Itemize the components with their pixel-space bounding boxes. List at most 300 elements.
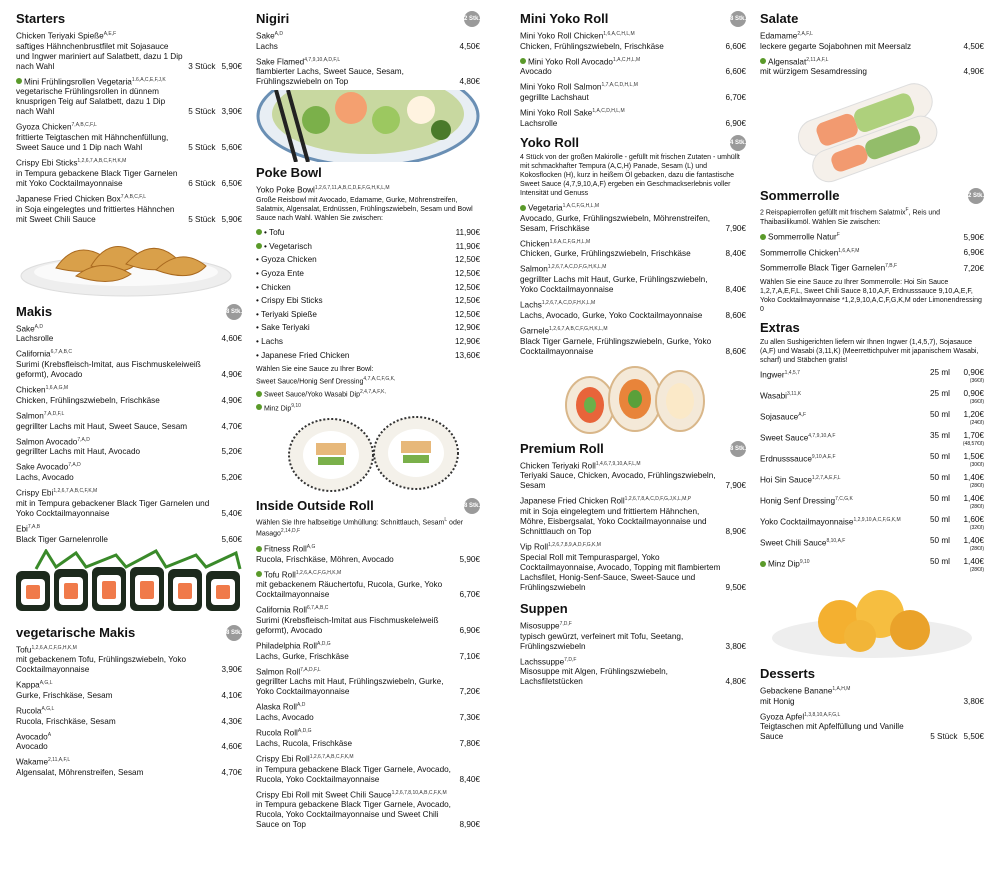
bullet-icon: • bbox=[256, 296, 262, 306]
item-price: 3,80€ bbox=[963, 696, 984, 706]
item-price: 6,50€ bbox=[221, 178, 242, 188]
item-price-group bbox=[184, 179, 242, 189]
item-allergens: 7,B,F bbox=[885, 263, 898, 270]
item-desc: mit gebackenem Tofu, Frühlingszwiebeln, Yoko Cocktailmayonnaise bbox=[16, 655, 187, 675]
poke-sauce bbox=[256, 402, 480, 413]
poke-option bbox=[256, 308, 480, 322]
extras-qty: 50 ml bbox=[929, 410, 950, 419]
menu-item bbox=[520, 540, 746, 593]
extras-allergens: 1,2,7,A,E,F,L bbox=[811, 475, 841, 481]
poke-option-name: Teriyaki Spieße bbox=[261, 309, 317, 319]
menu-item bbox=[520, 262, 746, 295]
item-name: Salmon bbox=[16, 411, 44, 421]
poke-option bbox=[256, 321, 480, 335]
item-desc: saftiges Hähnchenbrustfilet mit Sojasauce und Ingwer mariniert auf Salatbett, dazu 1 Dip nach Wahl bbox=[16, 41, 183, 71]
poke-sauce-text: Sweet Sauce/Yoko Wasabi Dip bbox=[264, 391, 360, 399]
extras-unit: (24€/l) bbox=[969, 420, 984, 426]
extras-name: Minz Dip bbox=[768, 559, 800, 569]
item-head bbox=[520, 80, 746, 93]
extras-name-group bbox=[760, 536, 910, 549]
extras-qty: 25 ml bbox=[929, 368, 950, 377]
item-price: 6,70€ bbox=[459, 590, 480, 600]
extras-qty: 50 ml bbox=[929, 452, 950, 461]
item-price-group bbox=[722, 311, 747, 321]
item-desc: Gurke, Frischkäse, Sesam bbox=[16, 691, 113, 701]
menu-item bbox=[760, 29, 984, 52]
section-insideout-title: Inside Outside Roll 8 Stk. bbox=[256, 498, 481, 514]
poke-sauce bbox=[256, 375, 480, 386]
item-allergens: 1,2,6,7,A,C,D,F,G,H,K,L,M bbox=[547, 264, 607, 271]
item-price: 5,60€ bbox=[221, 534, 242, 544]
poke-option-name: Japanese Fried Chicken bbox=[261, 350, 350, 360]
extras-unit: (28€/l) bbox=[969, 546, 984, 552]
item-price: 4,90€ bbox=[221, 370, 242, 380]
menu-item bbox=[760, 55, 984, 78]
item-price: 4,60€ bbox=[221, 334, 242, 344]
item-row bbox=[256, 677, 480, 697]
poke-option bbox=[256, 267, 480, 281]
poke-item bbox=[256, 183, 480, 223]
item-price: 7,20€ bbox=[963, 264, 984, 273]
item-name: Salmon Roll bbox=[256, 667, 301, 677]
extras-price: 0,90€ bbox=[963, 368, 984, 377]
dessert-image bbox=[760, 578, 984, 662]
extras-name-group bbox=[760, 515, 910, 528]
veg-icon bbox=[760, 234, 766, 240]
item-price-group bbox=[456, 626, 481, 636]
item-name: Sommerrolle Natur bbox=[768, 232, 837, 242]
poke-option-price: 12,90€ bbox=[454, 323, 480, 333]
item-allergens: 1,A,H,M bbox=[832, 686, 851, 692]
item-head bbox=[520, 55, 746, 68]
item-price-group bbox=[722, 249, 747, 259]
item-price-group bbox=[722, 42, 747, 52]
item-qty: 5 Stück bbox=[188, 143, 216, 153]
poke-option-label bbox=[256, 253, 317, 267]
item-row bbox=[256, 580, 480, 600]
item-price-group bbox=[456, 42, 481, 52]
item-head bbox=[16, 347, 242, 360]
item-qty: 5 Stück bbox=[930, 732, 958, 742]
item-name: Japanese Fried Chicken Box bbox=[16, 194, 121, 204]
item-price: 8,90€ bbox=[459, 820, 480, 830]
poke-option bbox=[256, 349, 480, 363]
item-row bbox=[16, 205, 242, 225]
item-price: 3,90€ bbox=[221, 665, 242, 675]
menu-item bbox=[520, 459, 746, 492]
extras-qty: 50 ml bbox=[929, 494, 950, 503]
sommerrolle-image bbox=[760, 80, 984, 184]
item-allergens: 6,7,A,B,C bbox=[50, 349, 72, 356]
item-desc: Lachs, Avocado bbox=[256, 713, 314, 723]
maki-image bbox=[16, 549, 242, 619]
item-name: Kappa bbox=[16, 681, 40, 691]
section-starters-title: Starters bbox=[16, 11, 66, 26]
column-3 bbox=[520, 8, 746, 690]
item-price-group bbox=[960, 264, 985, 274]
salate-list bbox=[760, 29, 984, 77]
menu-item bbox=[520, 237, 746, 260]
item-allergens: 4,7,9,10,A,D,F,L bbox=[304, 56, 341, 63]
extras-item bbox=[760, 536, 984, 552]
item-head bbox=[760, 29, 984, 42]
item-allergens: A,D bbox=[296, 702, 306, 709]
veg-makis-badge: 8 Stk. bbox=[226, 625, 242, 641]
item-allergens: 6,7,A,B,C bbox=[306, 605, 329, 612]
item-price: 6,90€ bbox=[725, 118, 746, 128]
extras-price-group bbox=[950, 473, 984, 489]
item-price: 7,10€ bbox=[459, 651, 480, 661]
item-allergens: 1,4,6,7,9,10,A,F,L,M bbox=[595, 460, 641, 467]
menu-item bbox=[16, 156, 242, 189]
poke-sauce-allergens: 4,7,A,C,F,G,K, bbox=[363, 376, 396, 383]
item-row bbox=[520, 67, 746, 77]
item-name: Sake bbox=[16, 324, 35, 334]
item-price-group bbox=[218, 447, 243, 457]
item-row bbox=[16, 133, 242, 153]
item-price-group bbox=[960, 42, 985, 52]
bullet-icon: • bbox=[256, 268, 262, 278]
item-allergens: 1,2,6,7,A,B,C,F,K,M bbox=[309, 753, 354, 760]
extras-name-group bbox=[760, 389, 910, 402]
poke-option bbox=[256, 226, 480, 240]
item-qty: 6 Stück bbox=[188, 178, 216, 188]
item-price: 8,60€ bbox=[725, 346, 746, 356]
poke-option-label bbox=[256, 226, 284, 240]
menu-item bbox=[16, 322, 242, 345]
item-allergens: 7,A,D bbox=[77, 436, 90, 443]
item-price: 5,60€ bbox=[221, 143, 242, 153]
section-salate-title: Salate bbox=[760, 11, 799, 26]
extras-name: Sweet Sauce bbox=[760, 433, 809, 443]
item-row bbox=[256, 739, 480, 749]
poke-option-price: 12,50€ bbox=[454, 268, 480, 278]
item-allergens: 2,11,A,F,L bbox=[806, 56, 829, 63]
poke-option-label bbox=[256, 294, 323, 308]
item-allergens: 7,A,D,F,L bbox=[43, 410, 65, 417]
item-row bbox=[16, 768, 242, 778]
item-name: Salmon Avocado bbox=[16, 437, 78, 447]
item-head bbox=[520, 106, 746, 119]
item-row bbox=[16, 422, 242, 432]
item-price-group bbox=[456, 713, 481, 723]
extras-list bbox=[760, 368, 984, 573]
extras-price: 1,40€ bbox=[963, 536, 984, 545]
item-name: Gyoza Chicken bbox=[16, 123, 72, 133]
item-qty: 3 Stück bbox=[188, 61, 216, 71]
item-allergens: 7,A,B,C,F,L bbox=[71, 122, 97, 129]
item-head bbox=[256, 726, 480, 739]
item-row bbox=[16, 396, 242, 406]
extras-unit: (28€/l) bbox=[969, 567, 984, 573]
item-allergens: 1,2,6,7,A,B,C,F,G,H,K,L,M bbox=[549, 325, 608, 332]
item-allergens: 1.6,A,C,E,F,J,K bbox=[131, 76, 166, 83]
extras-qty: 50 ml bbox=[929, 515, 950, 524]
item-desc: Misosuppe mit Algen, Frühlingszwiebeln, Lachsfiletstücken bbox=[520, 667, 668, 687]
item-price-group bbox=[722, 285, 747, 295]
item-price-group bbox=[456, 739, 481, 749]
item-desc: mit gebackenem Räuchertofu, Rucola, Gurke, Yoko Cocktailmayonnaise bbox=[256, 580, 443, 600]
veg-icon bbox=[256, 546, 262, 552]
item-allergens: A,D bbox=[34, 323, 44, 330]
item-name: Chicken bbox=[520, 239, 550, 249]
extras-price: 1,40€ bbox=[963, 494, 984, 503]
item-name: Misosuppe bbox=[520, 621, 560, 631]
veg-icon bbox=[256, 391, 262, 397]
menu-item bbox=[256, 726, 480, 749]
item-row bbox=[16, 334, 242, 344]
maki-photo bbox=[16, 549, 242, 619]
poke-option-price: 11,90€ bbox=[455, 228, 480, 238]
poke-option-name: Chicken bbox=[261, 282, 291, 292]
item-head bbox=[16, 755, 242, 768]
item-price-group bbox=[960, 233, 985, 243]
item-name: Sommerrolle Chicken bbox=[760, 248, 839, 258]
item-row bbox=[520, 275, 746, 295]
poke-option-name: Tofu bbox=[269, 228, 285, 238]
extras-price: 1,20€ bbox=[963, 410, 984, 419]
item-desc: gegrillter Lachs mit Haut, Gurke, Frühlingszwiebeln, Yoko Cocktailmayonnaise bbox=[520, 275, 708, 295]
item-price-group bbox=[456, 820, 481, 830]
item-desc: in Tempura gebackene Black Tiger Garnele, Avocado, Rucola, Yoko Cocktailmayonnaise und Sweet Chili Sauce on Top bbox=[256, 800, 451, 830]
item-head bbox=[16, 678, 242, 691]
item-price: 4,30€ bbox=[221, 716, 242, 726]
menu-item bbox=[256, 568, 480, 601]
item-price: 7,90€ bbox=[725, 481, 746, 491]
poke-option-price: 12,50€ bbox=[454, 255, 480, 265]
extras-price-group bbox=[950, 410, 984, 426]
item-price: 5,90€ bbox=[459, 554, 480, 564]
item-name: Ebi bbox=[16, 524, 28, 534]
bullet-icon: • bbox=[256, 350, 262, 360]
item-name: Sake Flamed bbox=[256, 57, 305, 67]
suppen-list bbox=[520, 619, 746, 687]
item-price: 8,40€ bbox=[459, 774, 480, 784]
item-allergens: 7,A,D bbox=[68, 462, 81, 469]
menu-item bbox=[520, 106, 746, 129]
extras-price-group bbox=[950, 452, 984, 468]
menu-item bbox=[16, 347, 242, 380]
item-head bbox=[16, 120, 242, 133]
item-qty: 5 Stück bbox=[188, 214, 216, 224]
item-desc: Chicken, Gurke, Frühlingszwiebeln, Frischkäse bbox=[520, 249, 691, 259]
menu-item bbox=[16, 678, 242, 701]
extras-name-group bbox=[760, 494, 910, 507]
extras-unit: (28€/l) bbox=[969, 504, 984, 510]
menu-item bbox=[16, 486, 242, 519]
item-desc: Lachsrolle bbox=[16, 334, 54, 344]
item-price-group bbox=[960, 67, 985, 77]
nigiri-badge: 2 Stk. bbox=[464, 11, 480, 27]
item-price-group bbox=[218, 422, 243, 432]
column-1 bbox=[16, 8, 242, 781]
item-price: 5,40€ bbox=[221, 508, 242, 518]
section-veg-makis-title: vegetarische Makis 8 Stk. bbox=[16, 624, 243, 640]
section-yoko-title: Yoko Roll 4 Stk. bbox=[520, 134, 747, 150]
item-desc: leckere gegarte Sojabohnen mit Meersalz bbox=[760, 41, 912, 51]
extras-price-group bbox=[950, 431, 984, 447]
poke-option-label bbox=[256, 308, 317, 322]
item-desc: mit Honig bbox=[760, 696, 795, 706]
poke-option-price: 12,50€ bbox=[454, 296, 480, 306]
extras-price-group bbox=[950, 494, 984, 510]
extras-name-group bbox=[760, 452, 910, 465]
item-desc: in Tempura gebackene Black Tiger Garnelen mit Yoko Cocktailmayonnaise bbox=[16, 168, 178, 188]
extras-allergens: 1,2,9,10,A,C,F,G,K,M bbox=[853, 517, 901, 523]
item-price-group bbox=[184, 62, 242, 72]
item-allergens: 1,2,6,7,8,9,A,D,F,G,K,M bbox=[548, 542, 601, 549]
item-row bbox=[520, 507, 746, 537]
item-price-group bbox=[960, 697, 985, 707]
menu-item bbox=[16, 704, 242, 727]
item-row bbox=[16, 655, 242, 675]
extras-allergens: 8,10,A,F bbox=[826, 538, 846, 544]
item-head bbox=[760, 230, 840, 243]
item-row bbox=[16, 42, 242, 72]
item-price-group bbox=[184, 107, 242, 117]
extras-allergens: A,F bbox=[798, 412, 807, 418]
extras-price: 1,40€ bbox=[963, 473, 984, 482]
item-allergens: A,G,L bbox=[41, 706, 55, 713]
item-price: 8,90€ bbox=[725, 527, 746, 537]
item-row bbox=[520, 471, 746, 491]
extras-name: Yoko Cocktailmayonnaise bbox=[760, 517, 854, 527]
gyoza-image bbox=[16, 228, 242, 300]
item-row bbox=[256, 713, 480, 723]
item-price: 8,60€ bbox=[725, 310, 746, 320]
item-desc: Black Tiger Garnelenrolle bbox=[16, 534, 108, 544]
item-price: 6,60€ bbox=[725, 67, 746, 77]
veg-icon bbox=[760, 58, 766, 64]
extras-price-group bbox=[950, 536, 984, 552]
veg-makis-list bbox=[16, 643, 242, 779]
item-allergens: 1,A,C,D,H,L,M bbox=[592, 108, 625, 115]
item-price: 5,90€ bbox=[221, 214, 242, 224]
poke-desc: Große Reisbowl mit Avocado, Edamame, Gurke, Möhrenstreifen, Salatmix, Algensalat, Erdnüssen, Frühlingszwiebeln, Sesam und Bowl Sauce nach Wahl. Wählen Sie zwischen: bbox=[256, 197, 473, 223]
poke-option bbox=[256, 294, 480, 308]
menu-item bbox=[520, 298, 746, 321]
item-head bbox=[16, 435, 242, 448]
item-row bbox=[520, 311, 746, 321]
extras-price-group bbox=[950, 389, 984, 405]
item-desc: mit in Soja eingelegtem und frittiertem Hähnchen, Möhre, Eisbergsalat, Yoko Cocktailmayonnaise und Schnittlauch on Top bbox=[520, 507, 707, 537]
yoko-intro: 4 Stück von der großen Makirolle - gefüllt mit frischen Zutaten - umhüllt mit schmackhafter Tempura (A,C,H) Panade, Sesam (L) und Kokosflocken (H), kurz in heißem Öl gebacken, dazu die fantastische Sweet Sauce (4,7,9,10,A,F) ergeben ein Geschmackserlebnis voller Intensität und Genuss bbox=[520, 153, 740, 197]
extras-price: 1,50€ bbox=[963, 452, 984, 461]
poke-option-label bbox=[256, 335, 283, 349]
insideout-badge: 8 Stk. bbox=[464, 498, 480, 514]
poke-option-price: 12,50€ bbox=[454, 309, 480, 319]
extras-name-group bbox=[760, 557, 910, 570]
extras-allergens: 9,10 bbox=[799, 559, 810, 565]
poke-option-name: Gyoza Ente bbox=[261, 268, 304, 278]
item-price: 8,40€ bbox=[725, 249, 746, 259]
item-row bbox=[256, 555, 480, 565]
item-row bbox=[760, 42, 984, 52]
item-head bbox=[520, 237, 746, 250]
item-desc: typisch gewürzt, verfeinert mit Tofu, Seetang, Frühlingszwiebeln bbox=[520, 631, 684, 651]
extras-name: Honig Senf Dressing bbox=[760, 496, 836, 506]
item-price: 4,50€ bbox=[963, 41, 984, 51]
item-head bbox=[520, 494, 746, 507]
section-nigiri-title: Nigiri 2 Stk. bbox=[256, 11, 481, 26]
item-row bbox=[760, 246, 984, 259]
extras-name: Wasabi bbox=[760, 391, 787, 401]
poke-sauce-intro: Wählen Sie eine Sauce zu Ihrer Bowl: bbox=[256, 366, 374, 374]
item-row bbox=[520, 42, 746, 52]
insideout-intro: Wählen Sie Ihre halbseitige Umhüllung: Schnittlauch, Sesam$^L$ oder Masago$^{2,14,D,F}$ bbox=[256, 517, 464, 538]
extras-item bbox=[760, 473, 984, 489]
item-allergens: A,D,G bbox=[317, 640, 331, 647]
item-desc: mit würzigem Sesamdressing bbox=[760, 67, 867, 77]
item-price-group bbox=[722, 527, 747, 537]
item-desc: Avocado bbox=[16, 742, 48, 752]
item-row bbox=[520, 93, 746, 103]
sommerrolle-intro: 2 Reispapierrollen gefüllt mit frischem Salatmix$^F$, Reis und Thaibasilikumöl. Wählen Sie zwischen: bbox=[760, 207, 941, 226]
yoko-photo bbox=[520, 361, 746, 437]
item-head bbox=[760, 261, 897, 274]
extras-allergens: 4,7,9,10,A,F bbox=[808, 433, 836, 439]
column-2 bbox=[256, 8, 480, 833]
item-row bbox=[760, 230, 984, 243]
menu-item bbox=[16, 383, 242, 406]
item-desc: Avocado bbox=[520, 67, 552, 77]
item-name: Japanese Fried Chicken Roll bbox=[520, 497, 625, 507]
item-name: Rucola Roll bbox=[256, 728, 298, 738]
extras-qty: 35 ml bbox=[929, 431, 950, 440]
item-head bbox=[520, 29, 746, 42]
item-desc: Lachs, Rucola, Frischkäse bbox=[256, 738, 353, 748]
menu-item bbox=[16, 29, 242, 72]
item-name: Tofu bbox=[16, 645, 32, 655]
extras-unit: (28€/l) bbox=[969, 483, 984, 489]
item-price-group bbox=[960, 248, 985, 258]
extras-qty: 50 ml bbox=[929, 473, 950, 482]
item-price: 7,30€ bbox=[459, 713, 480, 723]
item-name: Mini Frühlingsrollen Vegetaria bbox=[24, 77, 132, 87]
item-qty: 5 Stück bbox=[188, 107, 216, 117]
extras-name: Hoi Sin Sauce bbox=[760, 475, 812, 485]
item-head bbox=[16, 704, 242, 717]
veg-icon bbox=[520, 205, 526, 211]
item-head bbox=[16, 29, 242, 42]
item-name: Sommerrolle Black Tiger Garnelen bbox=[760, 264, 886, 273]
item-desc: Lachs bbox=[256, 41, 278, 51]
item-row bbox=[16, 535, 242, 545]
item-price-group bbox=[722, 642, 747, 652]
item-price-group bbox=[722, 677, 747, 687]
yoko-image bbox=[520, 361, 746, 437]
item-desc: frittierte Teigtaschen mit Hähnchenfüllung, Sweet Sauce und 1 Dip nach Wahl bbox=[16, 133, 169, 153]
section-suppen-title: Suppen bbox=[520, 600, 568, 616]
item-name: Lachssuppe bbox=[520, 657, 565, 667]
extras-item bbox=[760, 557, 984, 573]
extras-qty: 50 ml bbox=[929, 536, 950, 545]
item-head bbox=[16, 730, 242, 743]
extras-qty: 25 ml bbox=[929, 389, 950, 398]
section-sommerrolle-title: Sommerrolle 2 Stk. bbox=[760, 188, 985, 204]
item-name: Fitness Roll bbox=[264, 544, 307, 554]
extras-allergens: 1,4,5,7 bbox=[784, 370, 800, 376]
item-row bbox=[520, 632, 746, 652]
section-extras-title: Extras bbox=[760, 320, 800, 335]
item-desc: gegrillte Lachshaut bbox=[520, 93, 589, 103]
item-head bbox=[760, 55, 984, 68]
item-head bbox=[520, 201, 746, 214]
item-head bbox=[16, 460, 242, 473]
item-row bbox=[16, 499, 242, 519]
miniyoko-badge: 8 Stk. bbox=[730, 11, 746, 27]
item-price-group bbox=[218, 473, 243, 483]
